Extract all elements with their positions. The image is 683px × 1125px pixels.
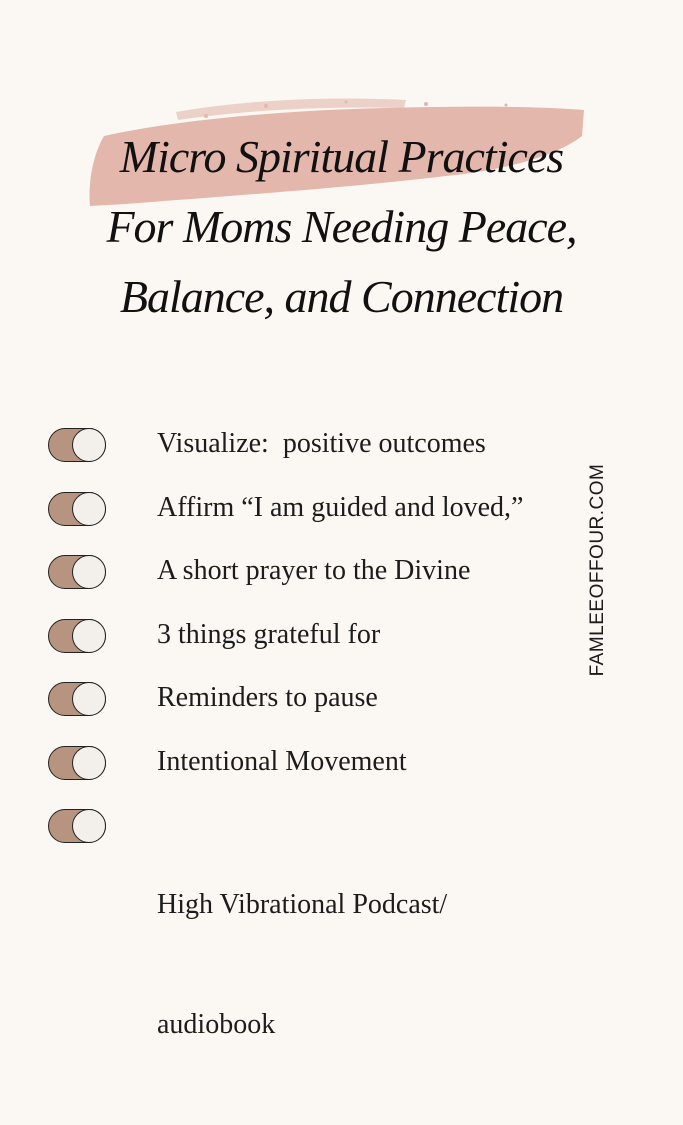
- toggle-on-icon: [48, 746, 106, 780]
- list-item-label: Visualize: positive outcomes: [157, 428, 486, 459]
- list-item: [48, 551, 588, 615]
- page-title: [0, 122, 683, 332]
- toggle-on-icon: [48, 682, 106, 716]
- list-item-label-line-1: High Vibrational Podcast/: [157, 889, 448, 920]
- title-line-1: Micro Spiritual Practices: [119, 131, 564, 182]
- toggle-on-icon: [48, 555, 106, 589]
- practices-list: [48, 424, 588, 1040]
- list-item-label: Affirm “I am guided and loved,”: [157, 491, 524, 523]
- list-item: [48, 805, 588, 1040]
- website-watermark: FAMLEEOFFOUR.COM: [587, 463, 608, 677]
- list-item-label-line-2: audiobook: [157, 1009, 276, 1040]
- list-item-label: Reminders to pause: [157, 682, 378, 713]
- list-item: [48, 424, 588, 488]
- list-item: [48, 678, 588, 742]
- list-item-label: Intentional Movement: [157, 745, 407, 777]
- toggle-on-icon: [48, 428, 106, 462]
- list-item-label: [157, 805, 447, 1125]
- title-line-2: For Moms Needing Peace,: [106, 201, 577, 252]
- title-line-3: Balance, and Connection: [119, 271, 564, 322]
- toggle-on-icon: [48, 809, 106, 843]
- toggle-on-icon: [48, 619, 106, 653]
- list-item-label: A short prayer to the Divine: [157, 555, 471, 586]
- toggle-on-icon: [48, 492, 106, 526]
- list-item: [48, 742, 588, 806]
- list-item: [48, 615, 588, 679]
- list-item-label: 3 things grateful for: [157, 618, 381, 650]
- list-item: [48, 488, 588, 552]
